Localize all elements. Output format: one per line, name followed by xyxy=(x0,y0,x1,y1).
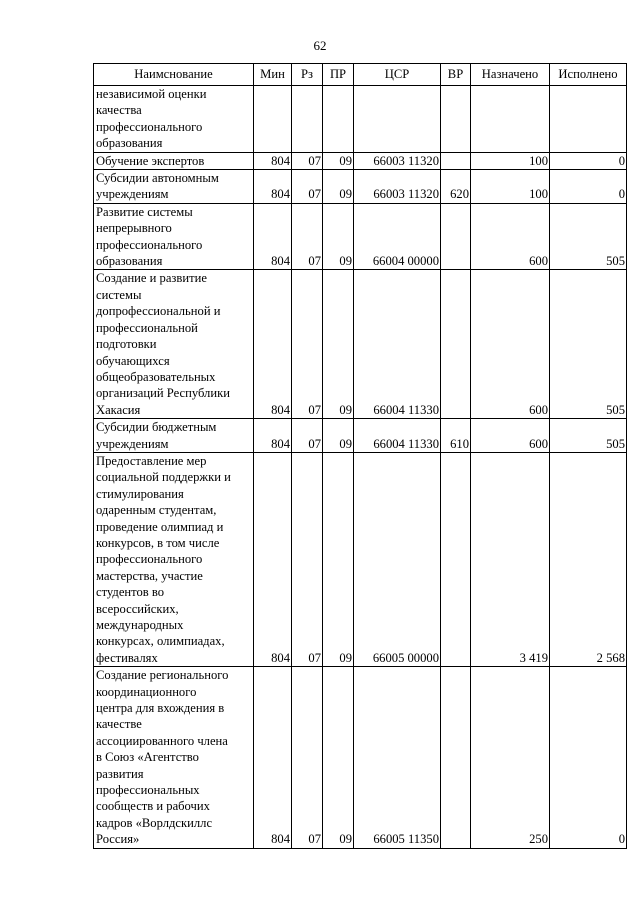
row-pr xyxy=(323,86,354,153)
row-vr xyxy=(441,452,471,666)
row-assigned: 250 xyxy=(471,667,550,848)
row-assigned xyxy=(471,86,550,153)
row-min: 804 xyxy=(254,170,292,204)
row-csr: 66005 00000 xyxy=(354,452,441,666)
row-executed xyxy=(550,86,627,153)
table-row xyxy=(94,170,627,204)
row-executed: 2 568 xyxy=(550,452,627,666)
row-rz: 07 xyxy=(292,419,323,453)
row-executed: 0 xyxy=(550,152,627,169)
header-pr: ПР xyxy=(323,64,354,86)
row-executed: 505 xyxy=(550,203,627,270)
header-rz: Рз xyxy=(292,64,323,86)
row-assigned: 100 xyxy=(471,152,550,169)
row-min: 804 xyxy=(254,419,292,453)
row-rz: 07 xyxy=(292,203,323,270)
header-name: Наимснование xyxy=(94,64,254,86)
row-assigned: 600 xyxy=(471,203,550,270)
row-assigned: 3 419 xyxy=(471,452,550,666)
row-assigned: 600 xyxy=(471,270,550,419)
row-csr: 66004 00000 xyxy=(354,203,441,270)
row-vr xyxy=(441,203,471,270)
row-name: Создание и развитие системы допрофессиональной и профессиональной подготовки обучающихся общеобразовательных организаций Республики Хакасия xyxy=(96,271,230,417)
budget-table xyxy=(93,63,627,849)
row-pr: 09 xyxy=(323,419,354,453)
row-pr: 09 xyxy=(323,667,354,848)
table-row xyxy=(94,270,627,419)
row-csr: 66004 11330 xyxy=(354,270,441,419)
row-assigned: 600 xyxy=(471,419,550,453)
row-vr xyxy=(441,667,471,848)
row-executed: 505 xyxy=(550,419,627,453)
row-executed: 0 xyxy=(550,667,627,848)
row-vr xyxy=(441,152,471,169)
header-vr: ВР xyxy=(441,64,471,86)
row-csr: 66003 11320 xyxy=(354,170,441,204)
row-name-cell xyxy=(94,170,254,204)
row-name-cell xyxy=(94,667,254,848)
table-row xyxy=(94,86,627,153)
table-row xyxy=(94,419,627,453)
row-vr xyxy=(441,86,471,153)
row-min: 804 xyxy=(254,270,292,419)
row-vr: 620 xyxy=(441,170,471,204)
row-pr: 09 xyxy=(323,170,354,204)
table-row xyxy=(94,667,627,848)
row-name-cell xyxy=(94,203,254,270)
row-min: 804 xyxy=(254,203,292,270)
row-pr: 09 xyxy=(323,270,354,419)
row-rz: 07 xyxy=(292,270,323,419)
row-executed: 505 xyxy=(550,270,627,419)
row-min: 804 xyxy=(254,667,292,848)
table-row xyxy=(94,452,627,666)
row-rz: 07 xyxy=(292,152,323,169)
row-name: Создание регионального координационного центра для вхождения в качестве ассоциированного члена в Союз «Агентство развития профессиональных сообществ и рабочих кадров «Ворлдскиллс Россия» xyxy=(96,668,229,847)
header-min: Мин xyxy=(254,64,292,86)
page-number: 62 xyxy=(313,38,327,53)
table-row xyxy=(94,152,627,169)
row-name-cell xyxy=(94,452,254,666)
row-min: 804 xyxy=(254,152,292,169)
table-row xyxy=(94,203,627,270)
row-name: Субсидии автономным учреждениям xyxy=(96,171,219,202)
row-assigned: 100 xyxy=(471,170,550,204)
table-header-row xyxy=(94,64,627,86)
row-min: 804 xyxy=(254,452,292,666)
row-rz: 07 xyxy=(292,170,323,204)
row-name: Предоставление мер социальной поддержки и стимулирования одаренным студентам, проведение олимпиад и конкурсов, в том числе профессионального мастерства, участие студентов во всероссийских, международных конкурсах, олимпиадах, фестивалях xyxy=(96,453,231,665)
row-name: Обучение экспертов xyxy=(96,153,205,168)
row-pr: 09 xyxy=(323,203,354,270)
row-pr: 09 xyxy=(323,152,354,169)
row-vr xyxy=(441,270,471,419)
row-name-cell xyxy=(94,86,254,153)
row-csr: 66003 11320 xyxy=(354,152,441,169)
row-name-cell xyxy=(94,152,254,169)
row-pr: 09 xyxy=(323,452,354,666)
header-executed: Исполнено xyxy=(550,64,627,86)
row-executed: 0 xyxy=(550,170,627,204)
row-rz: 07 xyxy=(292,452,323,666)
row-vr: 610 xyxy=(441,419,471,453)
row-csr: 66005 11350 xyxy=(354,667,441,848)
header-csr: ЦСР xyxy=(354,64,441,86)
row-name: Развитие системы непрерывного профессионального образования xyxy=(96,204,203,269)
row-name: независимой оценки качества профессионального образования xyxy=(96,87,207,151)
header-assigned: Назначено xyxy=(471,64,550,86)
row-name: Субсидии бюджетным учреждениям xyxy=(96,420,217,451)
row-rz: 07 xyxy=(292,667,323,848)
row-min xyxy=(254,86,292,153)
row-csr: 66004 11330 xyxy=(354,419,441,453)
row-rz xyxy=(292,86,323,153)
row-csr xyxy=(354,86,441,153)
row-name-cell xyxy=(94,270,254,419)
row-name-cell xyxy=(94,419,254,453)
